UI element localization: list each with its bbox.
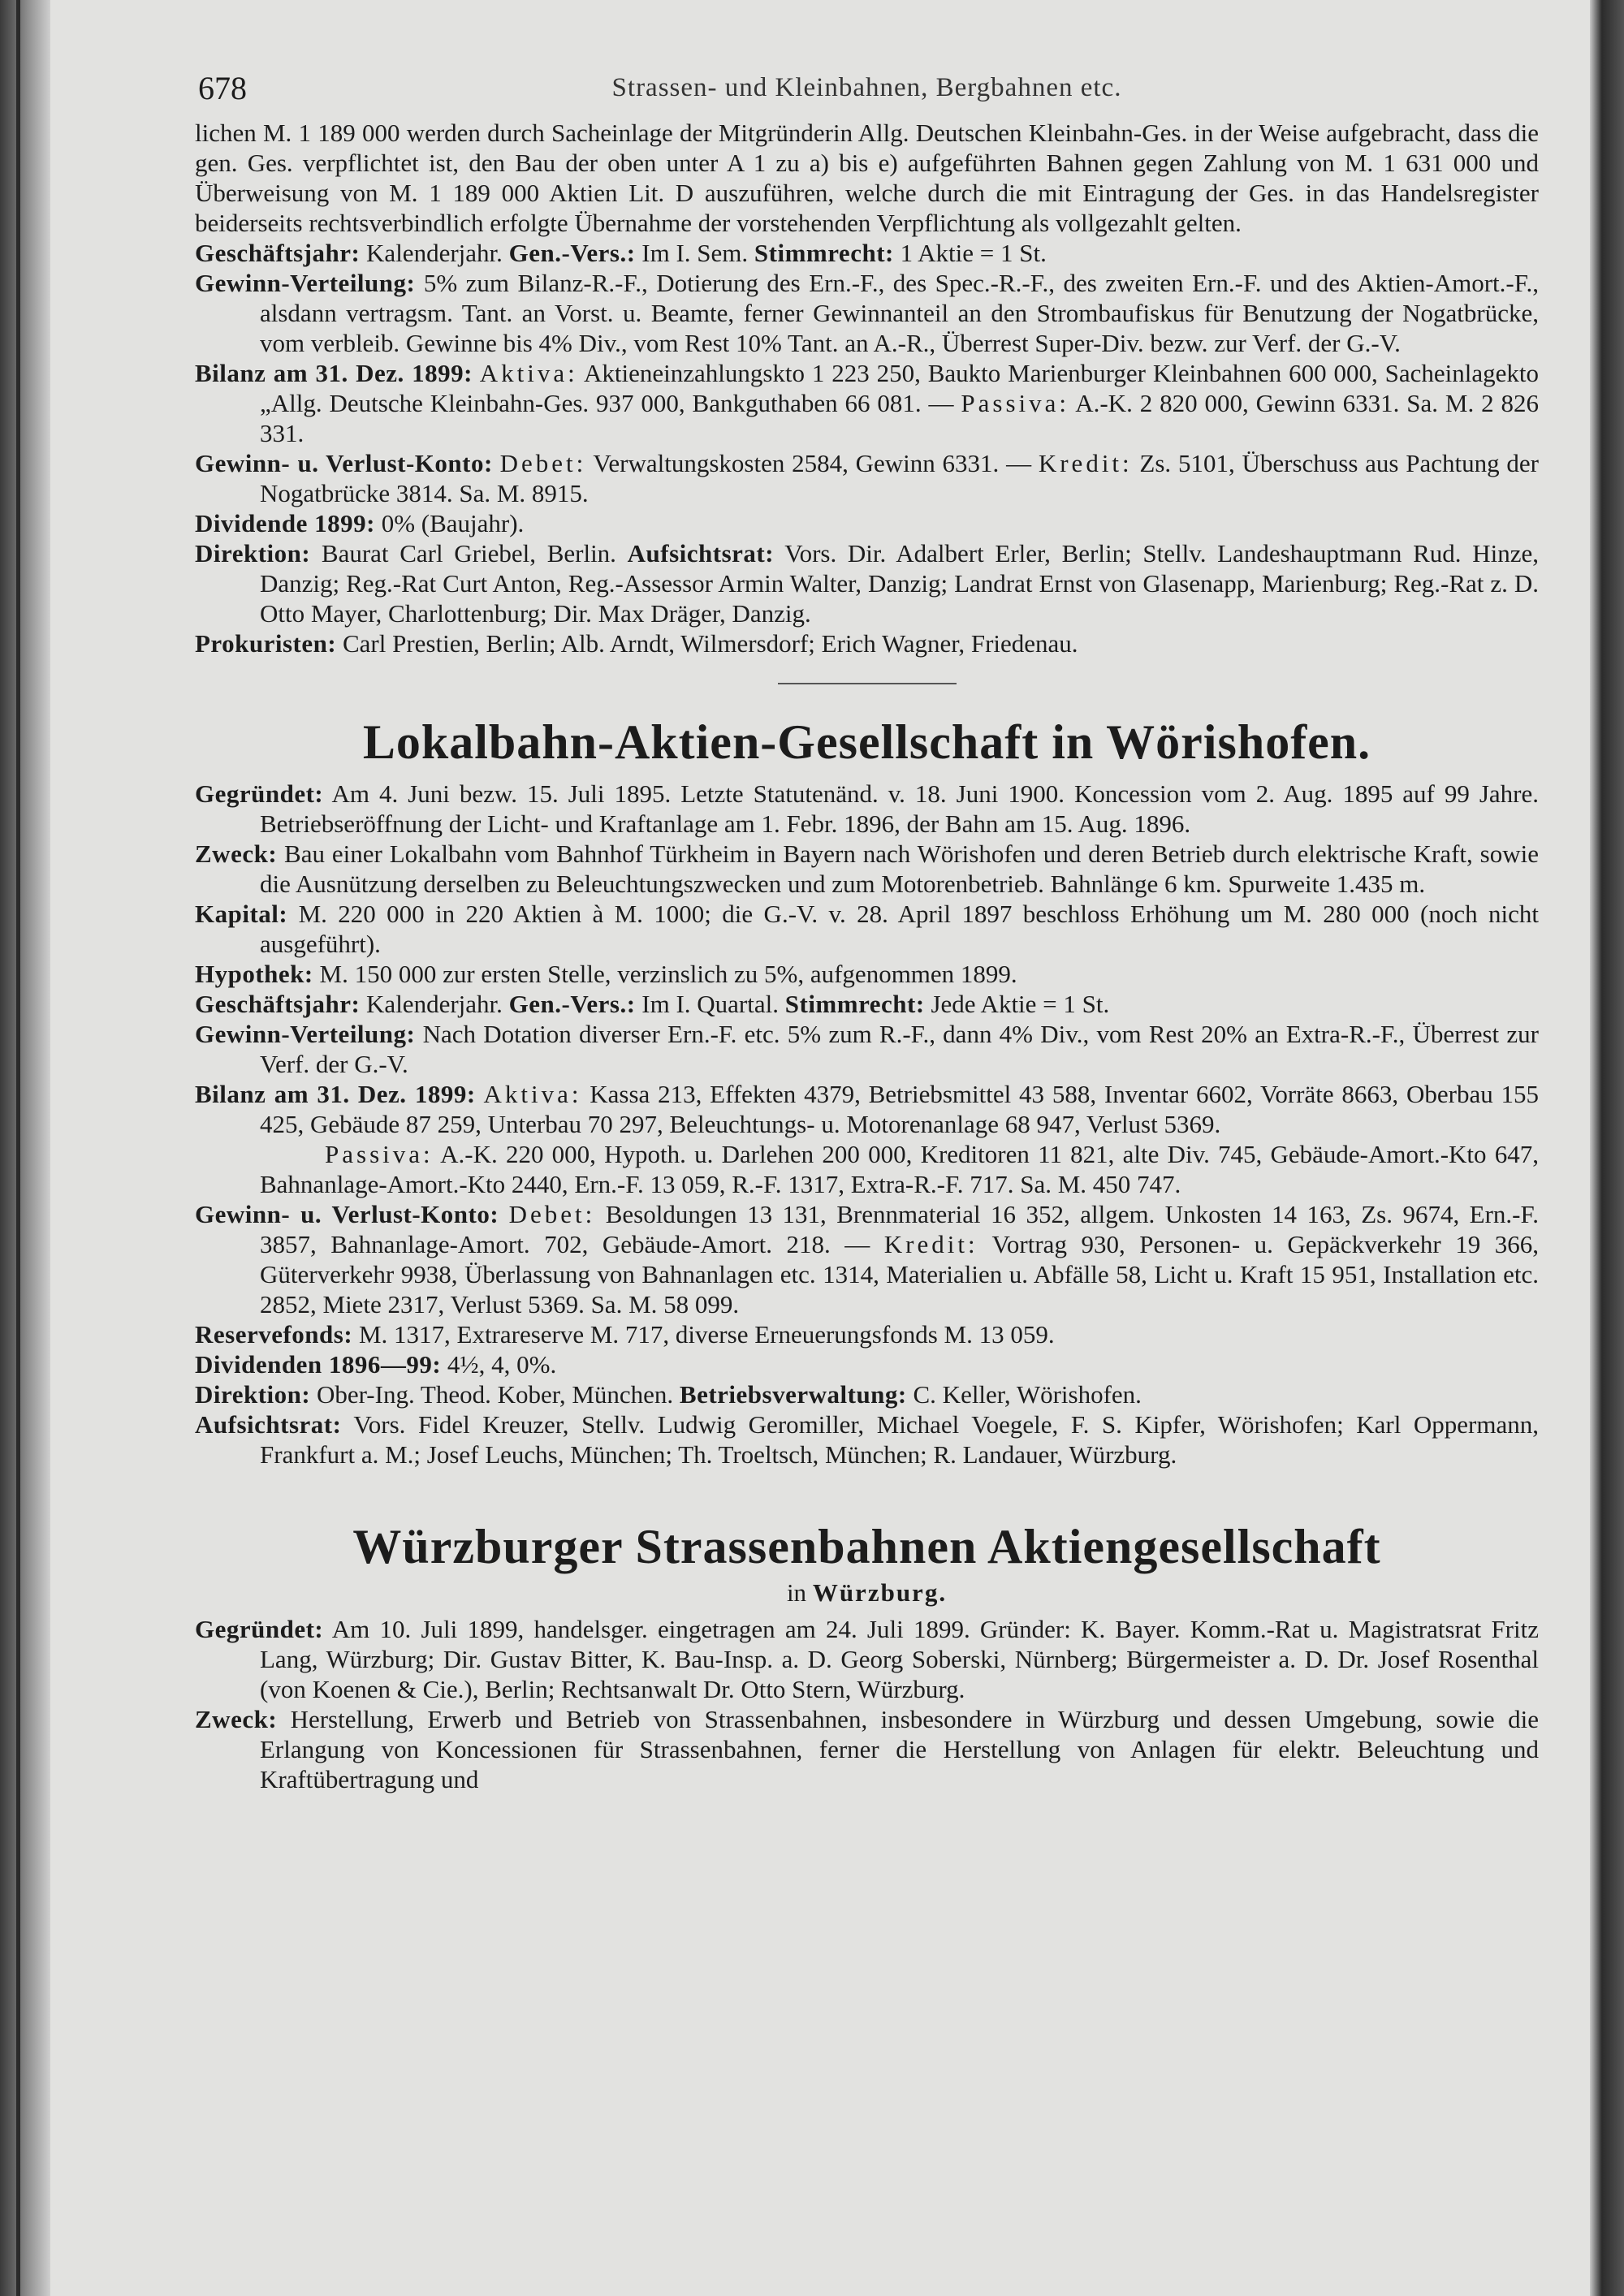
company-title: Lokalbahn-Aktien-Gesellschaft in Wörishofen. <box>362 715 1371 769</box>
passiva-text: A.-K. 2 820 000, Gewinn 6331. Sa. M. 2 826 331. <box>260 389 1539 447</box>
zweck-label: Zweck: <box>195 839 278 868</box>
aktiva-label: Aktiva: <box>483 1080 582 1108</box>
kapital-label: Kapital: <box>195 900 288 928</box>
gen-vers-text: Im I. Quartal. <box>635 990 785 1018</box>
reservefonds-paragraph <box>195 1319 1539 1349</box>
aufsichtsrat-label: Aufsichtsrat: <box>195 1410 342 1439</box>
stimmrecht-text: 1 Aktie = 1 St. <box>893 239 1047 267</box>
gen-vers-label: Gen.-Vers.: <box>508 239 636 267</box>
geschaeftsjahr-label: Geschäftsjahr: <box>195 990 361 1018</box>
zweck-paragraph <box>195 1704 1539 1794</box>
guv-label: Gewinn- u. Verlust-Konto: <box>195 1200 499 1228</box>
gen-vers-text: Im I. Sem. <box>635 239 754 267</box>
intro-paragraph: lichen M. 1 189 000 werden durch Sacheinlage der Mitgründerin Allg. Deutschen Kleinbahn-Ges. in der Weise aufgebracht, dass die gen. Ges. verpflichtet ist, den Bau der oben unter A 1 zu a) bis e) aufgeführten Bahnen gegen Zahlung von M. 1 631 000 und Überweisung von M. 1 189 000 Aktien Lit. D auszuführen, welche durch die mit Eintragung der Ges. in das Handelsregister beiderseits rechtsverbindlich erfolgte Übernahme der vorstehenden Verpflichtung als vollgezahlt gelten. <box>195 119 1539 237</box>
entry-woerishofen <box>195 714 1539 1470</box>
kredit-text: Vortrag 930, Personen- u. Gepäckverkehr 19 366, Güterverkehr 9938, Überlassung von Bahnanlagen etc. 1314, Materialien u. Abfälle 58, Licht u. Kraft 15 951, Installation etc. 2852, Miete 2317, Verlust 5369. Sa. M. 58 099. <box>260 1230 1540 1318</box>
gewinn-verteilung-text: 5% zum Bilanz-R.-F., Dotierung des Ern.-F., des Spec.-R.-F., des zweiten Ern.-F. und des Aktien-Amort.-F., alsdann vertragsm. Tant. an Vorst. u. Beamte, ferner Gewinnanteil an den Strombaufiskus für Benutzung der Nogatbrücke, vom verbleib. Gewinne bis 4% Div., vom Rest 10% Tant. an A.-R., Überrest Super-Div. bezw. zur Verf. der G.-V. <box>260 269 1539 357</box>
gegruendet-label: Gegründet: <box>195 1615 324 1643</box>
bilanz-label: Bilanz am 31. Dez. 1899: <box>195 1080 476 1108</box>
aufsichtsrat-label: Aufsichtsrat: <box>627 539 775 568</box>
company-title: Würzburger Strassenbahnen Aktiengesellschaft <box>352 1520 1381 1573</box>
prokuristen-paragraph <box>195 628 1539 658</box>
geschaeftsjahr-text: Kalenderjahr. <box>360 239 509 267</box>
entry-continued <box>195 118 1539 658</box>
hypothek-paragraph <box>195 959 1539 989</box>
gewinn-verteilung-label: Gewinn-Verteilung: <box>195 1020 416 1048</box>
bilanz-paragraph <box>195 1079 1539 1199</box>
dividenden-label: Dividenden 1896—99: <box>195 1350 442 1379</box>
zweck-paragraph <box>195 839 1539 899</box>
geschaeftsjahr-paragraph <box>195 989 1539 1019</box>
kredit-label: Kredit: <box>883 1230 978 1258</box>
gegruendet-text: Am 4. Juni bezw. 15. Juli 1895. Letzte Statutenänd. v. 18. Juni 1900. Koncession vom 2. Aug. 1895 auf 99 Jahre. Betriebseröffnung der Licht- und Kraftanlage am 1. Febr. 1896, der Bahn am 15. Aug. 1896. <box>260 779 1539 838</box>
zweck-text: Herstellung, Erwerb und Betrieb von Strassenbahnen, insbesondere in Würzburg und dessen Umgebung, sowie die Erlangung von Koncessionen für Strassenbahnen, ferner die Herstellung von Anlagen für elektr. Beleuchtung und Kraftübertragung und <box>260 1705 1539 1793</box>
debet-label: Debet: <box>508 1200 596 1228</box>
document-page <box>195 69 1539 1794</box>
gegruendet-paragraph <box>195 1614 1539 1704</box>
kapital-text: M. 220 000 in 220 Aktien à M. 1000; die G.-V. v. 28. April 1897 beschloss Erhöhung um M. 280 000 (noch nicht ausgeführt). <box>260 900 1539 958</box>
stimmrecht-text: Jede Aktie = 1 St. <box>924 990 1110 1018</box>
direktion-label: Direktion: <box>195 1380 311 1409</box>
hypothek-text: M. 150 000 zur ersten Stelle, verzinslich zu 5%, aufgenommen 1899. <box>313 960 1017 988</box>
guv-label: Gewinn- u. Verlust-Konto: <box>195 449 493 477</box>
kredit-label: Kredit: <box>1038 449 1133 477</box>
betriebsverwaltung-text: C. Keller, Wörishofen. <box>906 1380 1142 1409</box>
geschaeftsjahr-text: Kalenderjahr. <box>360 990 509 1018</box>
entry-wuerzburg <box>195 1518 1539 1794</box>
bilanz-paragraph <box>195 358 1539 448</box>
guv-paragraph <box>195 448 1539 508</box>
gegruendet-paragraph <box>195 779 1539 839</box>
passiva-line <box>260 1139 1539 1199</box>
scan-edge-right <box>1590 0 1624 2296</box>
gewinn-verteilung-paragraph <box>195 1019 1539 1079</box>
aktiva-label: Aktiva: <box>479 359 578 387</box>
reservefonds-label: Reservefonds: <box>195 1320 353 1349</box>
gewinn-verteilung-text: Nach Dotation diverser Ern.-F. etc. 5% zum R.-F., dann 4% Div., vom Rest 20% an Extra-R.-F., Überrest zur Verf. der G.-V. <box>260 1020 1539 1078</box>
debet-text: Besoldungen 13 131, Brennmaterial 16 352, allgem. Unkosten 14 163, Zs. 9674, Ern.-F. 3857, Bahnanlage-Amort. 702, Gebäude-Amort. 218. — <box>260 1200 1540 1258</box>
aufsichtsrat-text: Vors. Fidel Kreuzer, Stellv. Ludwig Geromiller, Michael Voegele, F. S. Kipfer, Wörishofen; Karl Oppermann, Frankfurt a. M.; Josef Leuchs, München; Th. Troeltsch, München; R. Landauer, Würzburg. <box>260 1410 1539 1469</box>
dividende-text: 0% (Baujahr). <box>374 509 525 537</box>
hypothek-label: Hypothek: <box>195 960 313 988</box>
direktion-label: Direktion: <box>195 539 311 568</box>
gewinn-verteilung-label: Gewinn-Verteilung: <box>195 269 416 297</box>
prokuristen-label: Prokuristen: <box>195 629 337 658</box>
dividende-label: Dividende 1899: <box>195 509 375 537</box>
debet-label: Debet: <box>499 449 587 477</box>
aktiva-text: Aktieneinzahlungskto 1 223 250, Baukto Marienburger Kleinbahnen 600 000, Sacheinlagekto „Allg. Deutsche Kleinbahn-Ges. 937 000, Bankguthaben 66 081. — <box>260 359 1539 417</box>
passiva-label: Passiva: <box>325 1140 434 1168</box>
direktion-paragraph <box>195 538 1539 628</box>
betriebsverwaltung-label: Betriebsverwaltung: <box>679 1380 907 1409</box>
gegruendet-text: Am 10. Juli 1899, handelsger. eingetragen am 24. Juli 1899. Gründer: K. Bayer. Komm.-Rat u. Magistratsrat Fritz Lang, Würzburg; Dir. Gustav Bitter, K. Bau-Insp. a. D. Georg Soberski, Nürnberg; Bürgermeister a. D. Dr. Josef Rosenthal (von Koenen & Cie.), Berlin; Rechtsanwalt Dr. Otto Stern, Würzburg. <box>260 1615 1539 1703</box>
gewinn-verteilung-paragraph <box>195 268 1539 358</box>
aufsichtsrat-text: Vors. Dir. Adalbert Erler, Berlin; Stellv. Landeshauptmann Rud. Hinze, Danzig; Reg.-Rat Curt Anton, Reg.-Assessor Armin Walter, Danzig; Landrat Ernst von Glasenapp, Marienburg; Reg.-Rat z. D. Otto Mayer, Charlottenburg; Dir. Max Dräger, Danzig. <box>260 539 1539 628</box>
bilanz-label: Bilanz am 31. Dez. 1899: <box>195 359 473 387</box>
running-title: Strassen- und Kleinbahnen, Bergbahnen etc. <box>611 73 1122 102</box>
section-divider <box>778 683 957 684</box>
passiva-text: A.-K. 220 000, Hypoth. u. Darlehen 200 000, Kreditoren 11 821, alte Div. 745, Gebäude-Amort.-Kto 647, Bahnanlage-Amort.-Kto 2440, Ern.-F. 13 059, R.-F. 1317, Extra-R.-F. 717. Sa. M. 450 747. <box>260 1140 1539 1198</box>
prokuristen-text: Carl Prestien, Berlin; Alb. Arndt, Wilmersdorf; Erich Wagner, Friedenau. <box>336 629 1078 658</box>
aktiva-text: Kassa 213, Effekten 4379, Betriebsmittel 43 588, Inventar 6602, Vorräte 8663, Oberbau 155 425, Gebäude 87 259, Unterbau 70 297, Beleuchtungs- u. Motorenanlage 68 947, Verlust 5369. <box>260 1080 1539 1138</box>
company-subtitle <box>195 1578 1539 1608</box>
gen-vers-label: Gen.-Vers.: <box>508 990 636 1018</box>
direktion-text: Ober-Ing. Theod. Kober, München. <box>310 1380 680 1409</box>
gegruendet-label: Gegründet: <box>195 779 324 808</box>
subtitle-prefix: in <box>786 1578 813 1607</box>
geschaeftsjahr-paragraph <box>195 238 1539 268</box>
scan-edge-line <box>16 0 20 2296</box>
direktion-paragraph <box>195 1379 1539 1409</box>
stimmrecht-label: Stimmrecht: <box>784 990 925 1018</box>
kapital-paragraph <box>195 899 1539 959</box>
dividenden-paragraph <box>195 1349 1539 1379</box>
geschaeftsjahr-label: Geschäftsjahr: <box>195 239 361 267</box>
guv-paragraph <box>195 1199 1539 1319</box>
page-number: 678 <box>198 70 247 106</box>
zweck-text: Bau einer Lokalbahn vom Bahnhof Türkheim in Bayern nach Wörishofen und deren Betrieb durch elektrische Kraft, sowie die Ausnützung derselben zu Beleuchtungszwecken und zum Motorenbetrieb. Bahnlänge 6 km. Spurweite 1.435 m. <box>260 839 1539 898</box>
dividende-paragraph <box>195 508 1539 538</box>
reservefonds-text: M. 1317, Extrareserve M. 717, diverse Erneuerungsfonds M. 13 059. <box>352 1320 1055 1349</box>
dividenden-text: 4½, 4, 0%. <box>441 1350 557 1379</box>
passiva-label: Passiva: <box>961 389 1070 417</box>
debet-text: Verwaltungskosten 2584, Gewinn 6331. — <box>586 449 1039 477</box>
zweck-label: Zweck: <box>195 1705 278 1733</box>
scan-edge-left <box>0 0 50 2296</box>
stimmrecht-label: Stimmrecht: <box>754 239 894 267</box>
aufsichtsrat-paragraph <box>195 1409 1539 1470</box>
section-gap <box>195 1470 1539 1518</box>
page-header <box>195 69 1539 118</box>
direktion-text: Baurat Carl Griebel, Berlin. <box>310 539 628 568</box>
kredit-text: Zs. 5101, Überschuss aus Pachtung der Nogatbrücke 3814. Sa. M. 8915. <box>260 449 1539 507</box>
subtitle-place: Würzburg. <box>812 1578 948 1607</box>
